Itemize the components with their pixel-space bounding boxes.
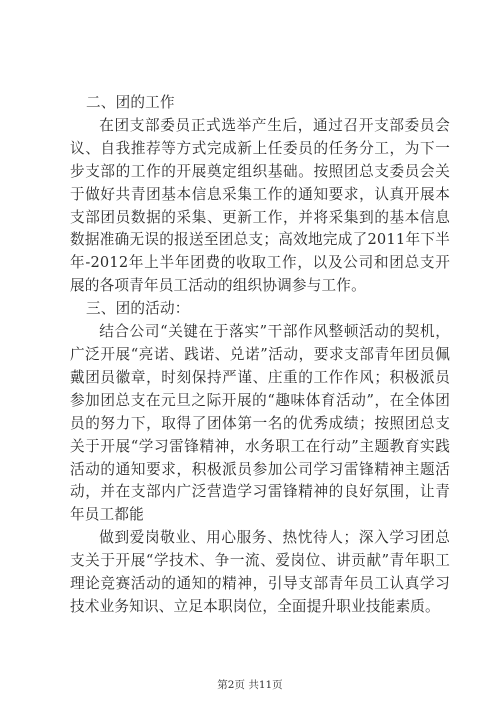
section-heading-work: 二、团的工作 [86,94,175,111]
document-body [70,92,450,619]
section-heading-activities: 三、团的活动： [86,300,190,318]
paragraph-activities-1: 结合公司“关键在于落实”干部作风整顿活动的契机，广泛开展“亮诺、践诺、兑诺”活动，要求支部青年团员佩戴团员徽章，时刻保持严谨、庄重的工作作风；积极派员参加团总支在元旦之际开展的“趣味体育活动”，在全体团员的努力下，取得了团体第一名的优秀成绩；按照团总支关于开展“学习雷锋精神，水务职工在行动”主题教育实践活动的通知要求，积极派员参加公司学习雷锋精神主题活动，并在支部内广泛营造学习雷锋精神的良好氛围，让青年员工都能 [70,323,450,524]
page-number-footer: 第2页 共11页 [217,679,283,691]
paragraph-work: 在团支部委员正式选举产生后，通过召开支部委员会议、自我推荐等方式完成新上任委员的任务分工，为下一步支部的工作的开展奠定组织基础。按照团总支委员会关于做好共青团基本信息采集工作的通知要求，认真开展本支部团员数据的采集、更新工作，并将采集到的基本信息数据准确无误的报送至团总支；高效地完成了2011年下半年-2012年上半年团费的收取工作，以及公司和团总支开展的各项青年员工活动的组织协调参与工作。 [70,116,450,295]
paragraph-activities-2: 做到爱岗敬业、用心服务、热忱待人；深入学习团总支关于开展“学技术、争一流、爱岗位、讲贡献”青年职工理论竞赛活动的通知的精神，引导支部青年员工认真学习技术业务知识、立足本职岗位，全面提升职业技能素质。 [70,529,450,615]
